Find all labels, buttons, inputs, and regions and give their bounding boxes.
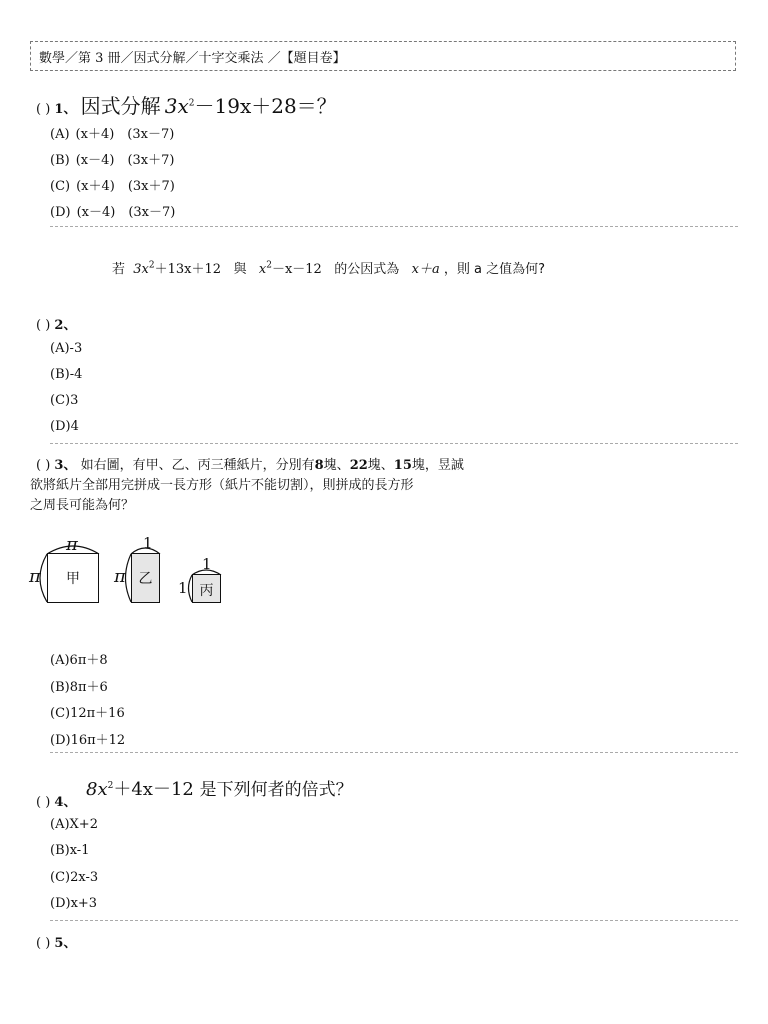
option-c[interactable]: (C)12π＋16 xyxy=(50,706,125,721)
option-d[interactable]: (D)4 xyxy=(50,419,79,434)
label-a-side: π xyxy=(29,566,41,587)
document-header: 數學／第 3 冊／因式分解／十字交乘法 ／【題目卷】 xyxy=(30,41,736,71)
question-number: 4、 xyxy=(54,795,77,810)
label-c-side: 1 xyxy=(178,579,188,597)
option-b[interactable]: (B)-4 xyxy=(50,367,83,382)
option-c[interactable]: (C) (x＋4) (3x＋7) xyxy=(50,179,175,194)
answer-paren[interactable]: ( ) xyxy=(36,795,51,810)
option-b[interactable]: (B)x-1 xyxy=(50,843,90,858)
option-a[interactable]: (A)X+2 xyxy=(50,817,98,832)
divider xyxy=(50,752,738,753)
piece-jia: 甲 xyxy=(47,553,99,603)
option-a[interactable]: (A)6π＋8 xyxy=(50,653,108,668)
question-number: 2、 xyxy=(54,318,77,333)
option-b[interactable]: (B) (x－4) (3x＋7) xyxy=(50,153,175,168)
answer-paren[interactable]: ( ) xyxy=(36,458,51,473)
option-a[interactable]: (A) (x＋4) (3x－7) xyxy=(50,127,175,142)
question-1 xyxy=(36,90,337,119)
divider xyxy=(50,443,738,444)
answer-paren[interactable]: ( ) xyxy=(36,936,51,951)
label-b-top: 1 xyxy=(143,534,153,552)
option-d[interactable]: (D) (x－4) (3x－7) xyxy=(50,205,176,220)
label-b-side: π xyxy=(114,566,126,587)
option-d[interactable]: (D)16π＋12 xyxy=(50,733,126,748)
option-c[interactable]: (C)2x-3 xyxy=(50,870,99,885)
option-d[interactable]: (D)x+3 xyxy=(50,896,98,911)
piece-bing: 丙 xyxy=(192,574,221,603)
question-2-stem: 若 $3x^2+13x+12$ 與 $x^2-x-12$ 的公因式為 x＋a ，則 a 之值為何? xyxy=(112,260,546,277)
question-number: 3、 xyxy=(54,458,77,473)
figure-arcs xyxy=(25,530,265,610)
question-4 xyxy=(36,791,76,810)
question-number: 5、 xyxy=(54,936,77,951)
label-c-top: 1 xyxy=(202,555,212,573)
answer-paren[interactable]: ( ) xyxy=(36,318,51,333)
divider xyxy=(50,920,738,921)
question-3-line2: 欲將紙片全部用完拼成一長方形（紙片不能切割），則拼成的長方形 xyxy=(30,478,414,493)
option-b[interactable]: (B)8π＋6 xyxy=(50,680,108,695)
piece-yi: 乙 xyxy=(131,553,160,603)
question-3: ( ) 3、 如右圖，有甲、乙、丙三種紙片，分別有8塊、22塊、15塊，昱誠 xyxy=(36,458,464,473)
label-a-top: π xyxy=(66,534,78,555)
question-5 xyxy=(36,932,76,951)
question-4-stem: $8x^2+4x-12$ 是下列何者的倍式？ xyxy=(86,779,353,800)
question-2 xyxy=(36,314,76,333)
question-3-line3: 之周長可能為何？ xyxy=(30,498,135,513)
answer-paren[interactable]: ( ) xyxy=(36,102,51,117)
option-c[interactable]: (C)3 xyxy=(50,393,79,408)
divider xyxy=(50,226,738,227)
option-a[interactable]: (A)-3 xyxy=(50,341,83,356)
question-stem-math: $3x^2-19x+28=$？ xyxy=(164,94,337,118)
question-stem-text: 因式分解 xyxy=(80,94,161,118)
question-number: 1、 xyxy=(54,102,77,117)
